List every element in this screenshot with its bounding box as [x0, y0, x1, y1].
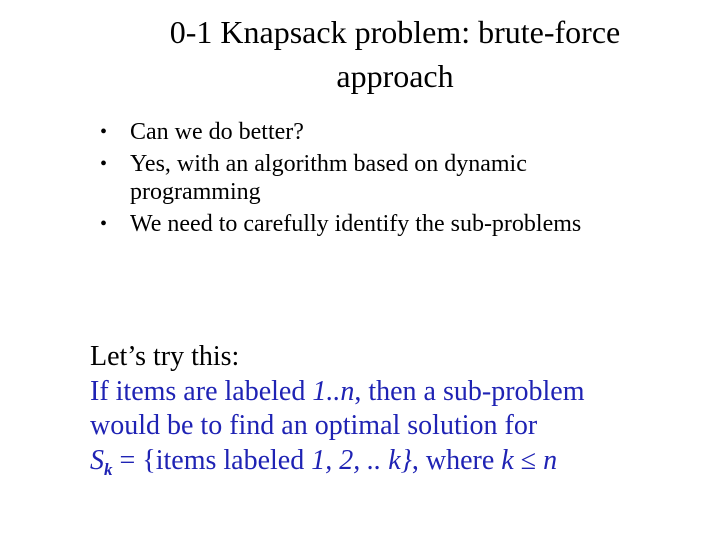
symbol-n: n: [543, 444, 558, 476]
bullet-icon: •: [100, 121, 108, 143]
body-line-2: [90, 375, 710, 410]
body-line-2-c: , then a sub-problem: [354, 375, 585, 407]
bullet-text: Yes, with an algorithm based on dynamic programming: [130, 151, 527, 205]
symbol-s: S: [90, 444, 104, 476]
bullet-icon: •: [100, 213, 108, 235]
bullet-text: Can we do better?: [130, 119, 304, 145]
bullet-icon: •: [100, 153, 108, 175]
bullet-text: We need to carefully identify the sub-problems: [130, 211, 582, 237]
body-line-3: would be to find an optimal solution for: [90, 410, 538, 441]
title-line-2: approach: [336, 58, 454, 94]
body-line-4-a: = {items labeled: [112, 444, 312, 476]
body-line-2-a: If items are labeled: [90, 375, 313, 407]
bullet-item: [100, 118, 700, 146]
subscript-k: k: [104, 459, 113, 479]
body-line-2-range: 1..n: [312, 375, 355, 407]
body-line-4-set: 1, 2, .. k}: [311, 444, 412, 476]
body-line-4: [90, 444, 710, 488]
bullet-list: [100, 118, 700, 242]
slide-title: [70, 10, 720, 98]
body-intro: Let’s try this:: [90, 341, 240, 372]
bullet-item: [100, 210, 700, 238]
symbol-k: k: [501, 444, 514, 476]
body-text: [90, 340, 710, 487]
title-line-1: 0-1 Knapsack problem: brute-force: [169, 14, 621, 50]
body-line-4-c: , where: [411, 444, 502, 476]
body-line-4-le: ≤: [513, 444, 544, 476]
bullet-item: [100, 150, 630, 206]
